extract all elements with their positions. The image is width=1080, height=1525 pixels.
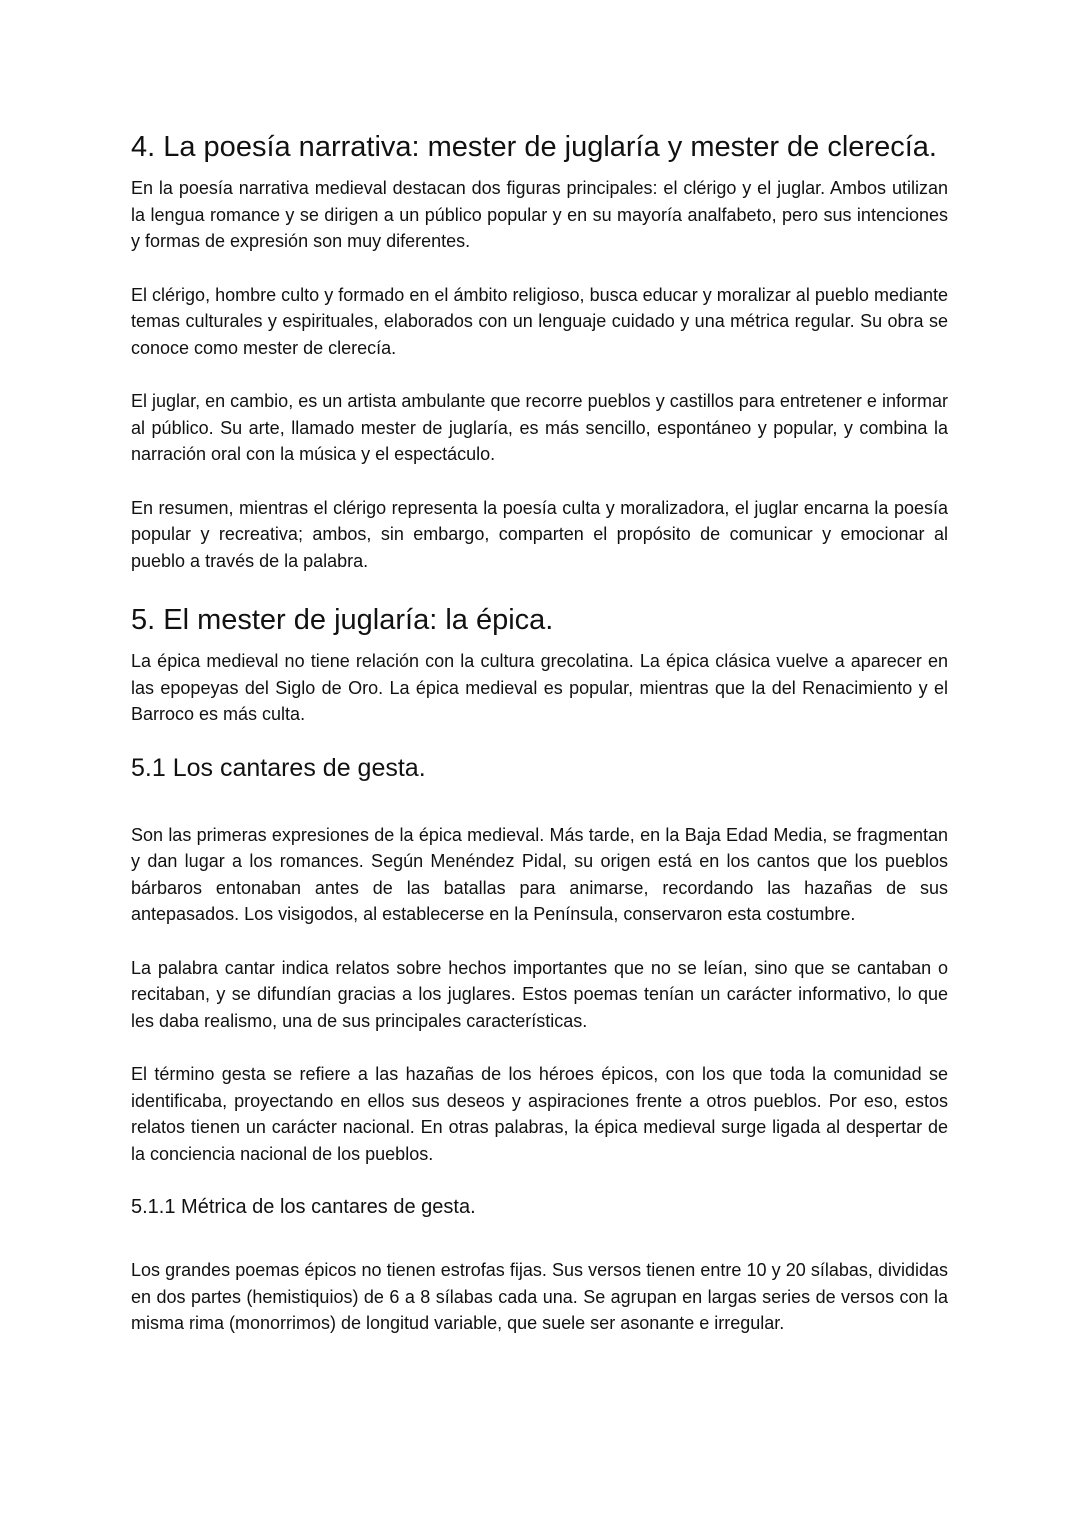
section-5-1-paragraph-2: La palabra cantar indica relatos sobre hechos importantes que no se leían, sino que se cantaban o recitaban, y se difundían gracias a los juglares. Estos poemas tenían un carácter informativo, lo que les daba realismo, una de sus principales características. <box>131 957 948 1031</box>
section-4-paragraph-3: El juglar, en cambio, es un artista ambulante que recorre pueblos y castillos para entretener e informar al público. Su arte, llamado mester de juglaría, es más sencillo, espontáneo y popular, y combina la narración oral con la música y el espectáculo. <box>131 391 948 464</box>
section-4-paragraph-4: En resumen, mientras el clérigo representa la poesía culta y moralizadora, el juglar encarna la poesía popular y recreativa; ambos, sin embargo, comparten el propósito de comunicar y emocionar al pueblo a través de la palabra. <box>131 497 948 571</box>
section-5-1-1-title: 5.1.1 Métrica de los cantares de gesta. <box>131 1196 476 1218</box>
section-5-title: 5. El mester de juglaría: la épica. <box>131 604 554 636</box>
section-5-1-title: 5.1 Los cantares de gesta. <box>131 753 426 782</box>
section-5-1-paragraph-1: Son las primeras expresiones de la épica medieval. Más tarde, en la Baja Edad Media, se fragmentan y dan lugar a los romances. Según Menéndez Pidal, su origen está en los cantos que los pueblos bárbaros entonaban antes de las batallas para animarse, recordando las hazañas de sus antepasados. Los visigodos, al establecerse en la Península, conservaron esta costumbre. <box>131 824 948 924</box>
section-4-paragraph-1: En la poesía narrativa medieval destacan dos figuras principales: el clérigo y el juglar. Ambos utilizan la lengua romance y se dirigen a un público popular y en su mayoría analfabeto, pero sus intenciones y formas de expresión son muy diferentes. <box>131 178 948 251</box>
section-5-1-1-paragraph-1: Los grandes poemas épicos no tienen estrofas fijas. Sus versos tienen entre 10 y 20 sílabas, divididas en dos partes (hemistiquios) de 6 a 8 sílabas cada una. Se agrupan en largas series de versos con la misma rima (monorrimos) de longitud variable, que suele ser asonante e irregular. <box>131 1260 948 1333</box>
section-4-title: 4. La poesía narrativa: mester de juglaría y mester de clerecía. <box>131 131 937 163</box>
document-page <box>131 128 948 1337</box>
section-4-paragraph-2: El clérigo, hombre culto y formado en el ámbito religioso, busca educar y moralizar al pueblo mediante temas culturales y espirituales, elaborados con un lenguaje cuidado y una métrica regular. Su obra se conoce como mester de clerecía. <box>131 284 948 358</box>
section-5-1-paragraph-3: El término gesta se refiere a las hazañas de los héroes épicos, con los que toda la comunidad se identificaba, proyectando en ellos sus deseos y aspiraciones frente a otros pueblos. Por eso, estos relatos tienen un carácter nacional. En otras palabras, la épica medieval surge ligada al despertar de la conciencia nacional de los pueblos. <box>131 1064 948 1164</box>
section-5-paragraph-1: La épica medieval no tiene relación con la cultura grecolatina. La épica clásica vuelve a aparecer en las epopeyas del Siglo de Oro. La épica medieval es popular, mientras que la del Renacimiento y el Barroco es más culta. <box>131 651 948 724</box>
